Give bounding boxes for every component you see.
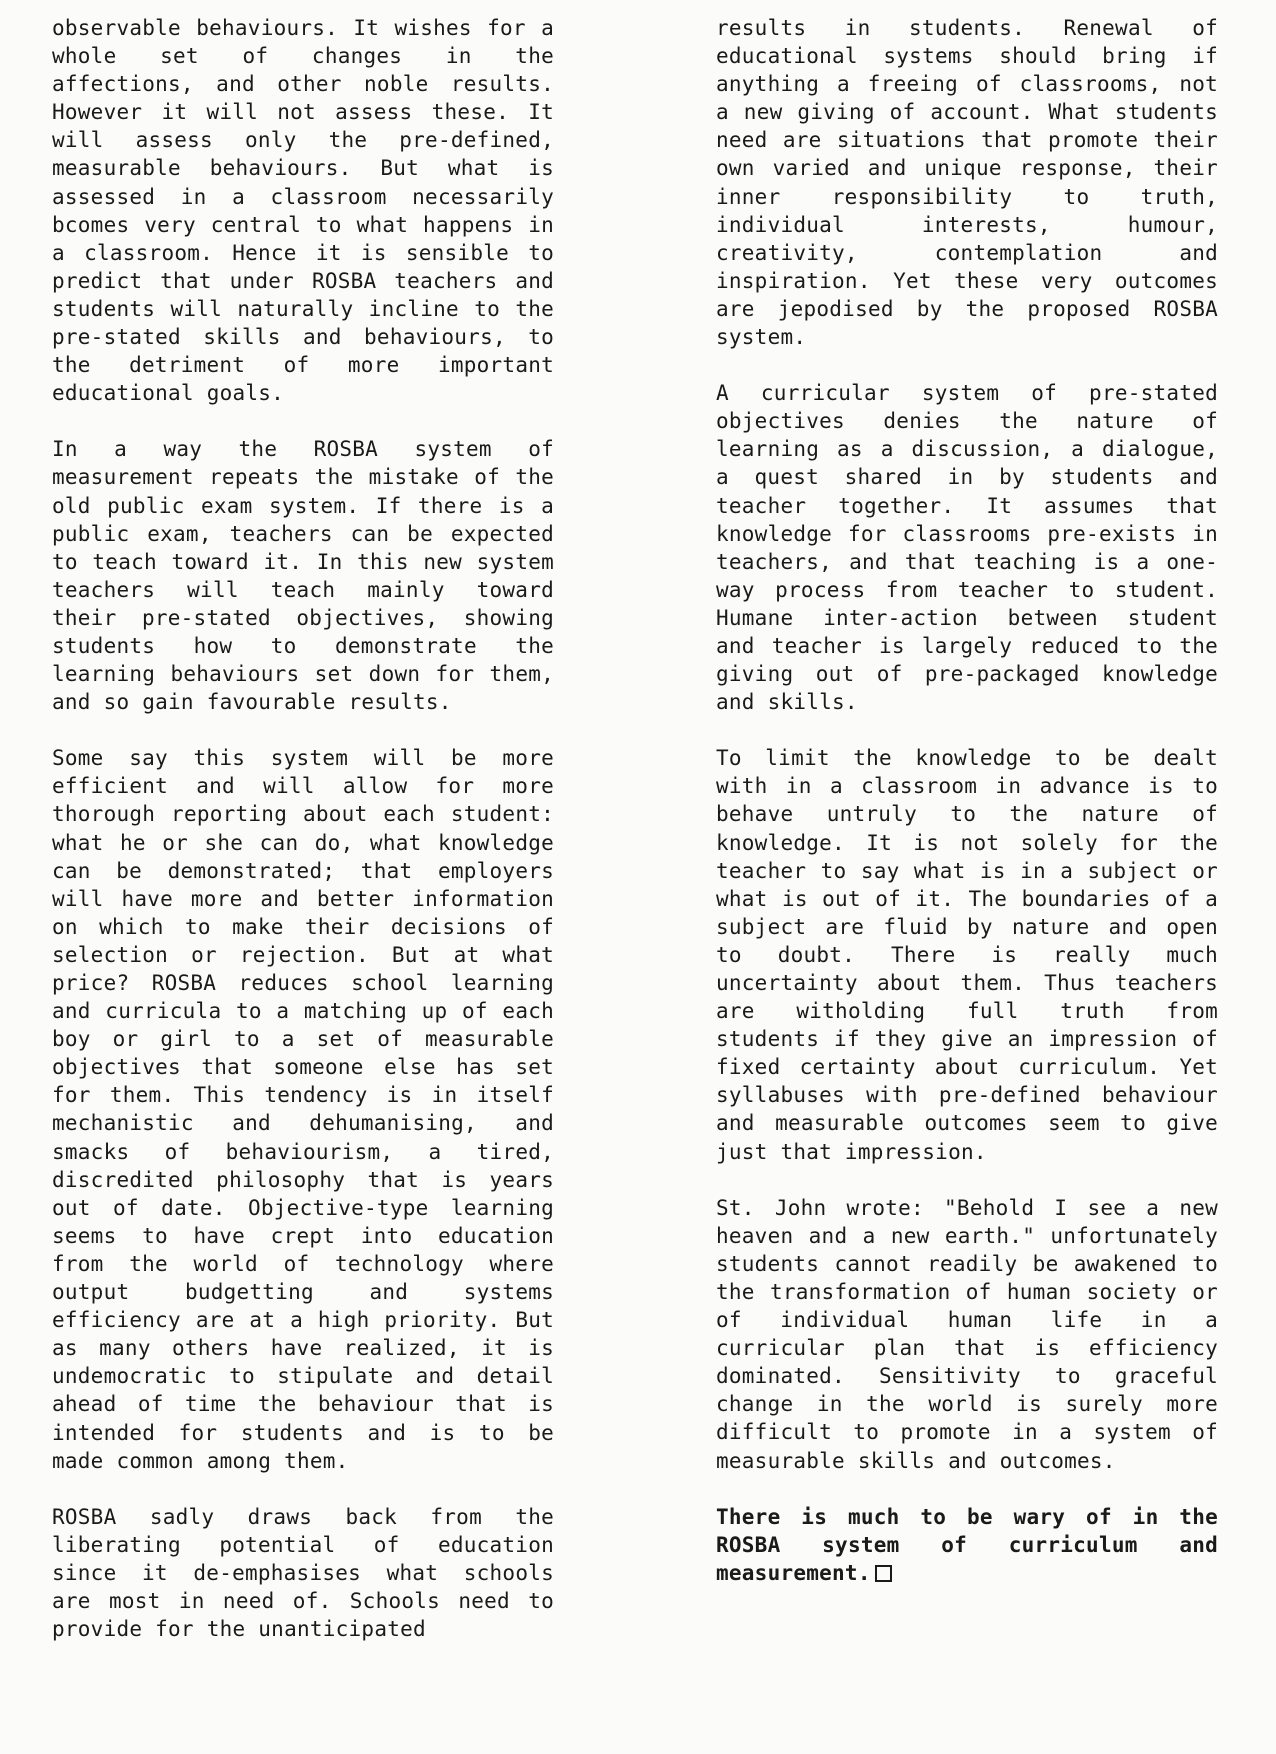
closing-paragraph bbox=[716, 1503, 1218, 1587]
left-column bbox=[52, 14, 554, 1671]
end-of-article-mark bbox=[875, 1565, 892, 1582]
paragraph: To limit the knowledge to be dealt with in a classroom in advance is to behave untruly to the nature of knowledge. It is not solely for the teacher to say what is in a subject or what is out of it. The boundaries of a subject are fluid by nature and open to doubt. There is really much uncertainty about them. Thus teachers are witholding full truth from students if they give an impression of fixed certainty about curriculum. Yet syllabuses with pre-defined behaviour and measurable outcomes seem to give just that impression. bbox=[716, 746, 1218, 1164]
paragraph: Some say this system will be more efficient and will allow for more thorough reporting about each student: what he or she can do, what knowledge can be demonstrated; that employers will have more and better information on which to make their decisions of selection or rejection. But at what price? ROSBA reduces school learning and curricula to a matching up of each boy or girl to a set of measurable objectives that someone else has set for them. This tendency is in itself mechanistic and dehumanising, and smacks of behaviourism, a tired, discredited philosophy that is years out of date. Objective-type learning seems to have crept into education from the world of technology where output budgetting and systems efficiency are at a high priority. But as many others have realized, it is undemocratic to stipulate and detail ahead of time the behaviour that is intended for students and is to be made common among them. bbox=[52, 746, 554, 1473]
paragraph: St. John wrote: "Behold I see a new heaven and a new earth." unfortunately students cannot readily be awakened to the transformation of human society or of individual human life in a curricular plan that is efficiency dominated. Sensitivity to graceful change in the world is surely more difficult to promote in a system of measurable skills and outcomes. bbox=[716, 1195, 1218, 1473]
paragraph: A curricular system of pre-stated objectives denies the nature of learning as a discussion, a dialogue, a quest shared in by students and teacher together. It assumes that knowledge for classrooms pre-exists in teachers, and that teaching is a one-way process from teacher to student. Humane inter-action between student and teacher is largely reduced to the giving out of pre-packaged knowledge and skills. bbox=[716, 381, 1218, 715]
paragraph: observable behaviours. It wishes for a whole set of changes in the affections, and other noble results. However it will not assess these. It will assess only the pre-defined, measurable behaviours. But what is assessed in a classroom necessarily bcomes very central to what happens in a classroom. Hence it is sensible to predict that under ROSBA teachers and students will naturally incline to the pre-stated skills and behaviours, to the detriment of more important educational goals. bbox=[52, 16, 554, 406]
paragraph: ROSBA sadly draws back from the liberating potential of education since it de-emphasises what schools are most in need of. Schools need to provide for the unanticipated bbox=[52, 1504, 554, 1642]
paragraph: In a way the ROSBA system of measurement repeats the mistake of the old public exam system. If there is a public exam, teachers can be expected to teach toward it. In this new system teachers will teach mainly toward their pre-stated objectives, showing students how to demonstrate the learning behaviours set down for them, and so gain favourable results. bbox=[52, 437, 554, 715]
right-column bbox=[716, 14, 1218, 1615]
paragraph: results in students. Renewal of educational systems should bring if anything a freeing of classrooms, not a new giving of account. What students need are situations that promote their own varied and unique response, their inner responsibility to truth, individual interests, humour, creativity, contemplation and inspiration. Yet these very outcomes are jepodised by the proposed ROSBA system. bbox=[716, 16, 1218, 350]
closing-paragraph-text: There is much to be wary of in the ROSBA system of curriculum and measurement. bbox=[716, 1504, 1218, 1585]
